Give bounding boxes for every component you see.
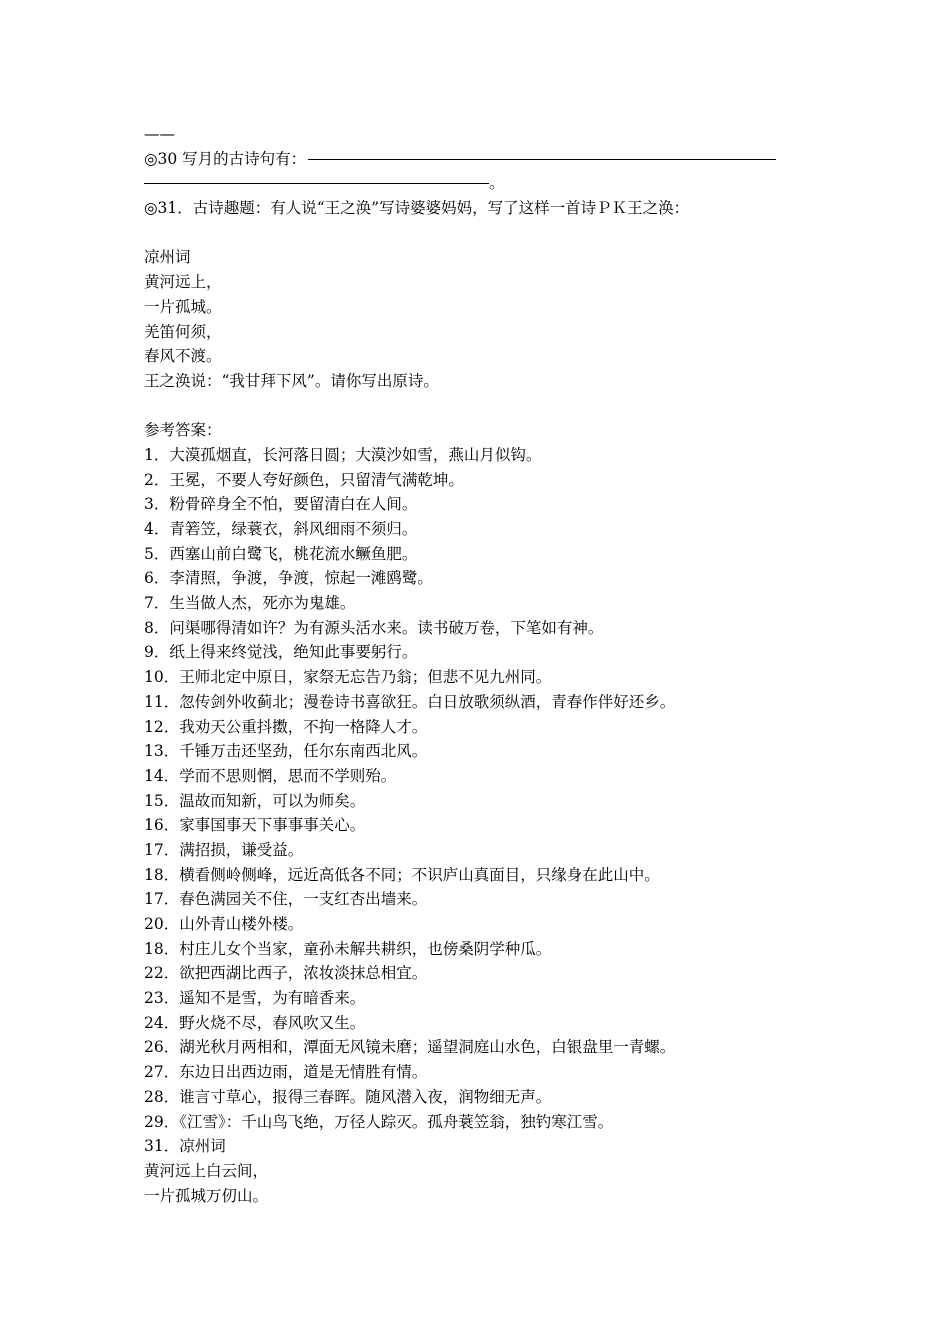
answer-item: 9．纸上得来终觉浅，绝知此事要躬行。 (144, 643, 418, 662)
answer-item: 3．粉骨碎身全不怕，要留清白在人间。 (144, 495, 418, 514)
poem-line: 春风不渡。 (144, 347, 222, 366)
answer-item: 15．温故而知新，可以为师矣。 (144, 791, 366, 810)
answer-item: 11．忽传剑外收蓟北；漫卷诗书喜欲狂。白日放歌须纵酒，青春作伴好还乡。 (144, 692, 676, 711)
poem-title: 凉州词 (144, 248, 191, 267)
poem-line: 羌笛何须， (144, 322, 222, 341)
answer-item: 4．青箬笠，绿蓑衣，斜风细雨不须归。 (144, 520, 418, 538)
answer-item: 2．王冕，不要人夸好颜色，只留清气满乾坤。 (144, 470, 464, 489)
poem-closing: 王之涣说：“我甘拜下风”。请你写出原诗。 (144, 371, 439, 390)
answer-item: 31．凉州词 (144, 1137, 226, 1156)
answer-item: 17．满招损，谦受益。 (144, 840, 304, 859)
answer-item: 20．山外青山楼外楼。 (144, 915, 304, 933)
top-dash: —— (144, 125, 175, 143)
answer-item: 18．村庄儿女个当家，童孙未解共耕织，也傍桑阴学种瓜。 (144, 939, 552, 958)
answer-blank-line (144, 183, 489, 184)
question-30-label: ◎30 写月的古诗句有： (144, 149, 307, 168)
answer-item: 6．李清照，争渡，争渡，惊起一滩鸥鹭。 (144, 569, 433, 588)
answer-item: 1．大漠孤烟直，长河落日圆；大漠沙如雪，燕山月似钩。 (144, 445, 542, 464)
document-body (144, 122, 824, 1208)
question-31-prompt: ◎31．古诗趣题：有人说“王之涣”写诗婆婆妈妈，写了这样一首诗ＰＫ王之涣： (144, 199, 690, 218)
poem-line: 一片孤城。 (144, 297, 222, 316)
answer-item: 黄河远上白云间， (144, 1161, 269, 1180)
answer-item: 12．我劝天公重抖擞，不拘一格降人才。 (144, 717, 428, 736)
answer-item: 17．春色满园关不住，一支红杏出墙来。 (144, 890, 428, 909)
answer-item: 8．问渠哪得清如许？为有源头活水来。读书破万卷，下笔如有神。 (144, 618, 604, 637)
answer-item: 7．生当做人杰，死亦为鬼雄。 (144, 594, 356, 613)
question-30-row (144, 147, 824, 172)
answers-heading: 参考答案： (144, 421, 222, 440)
question-30-end-mark: 。 (489, 174, 505, 193)
answer-item: 26．湖光秋月两相和，潭面无风镜未磨；遥望洞庭山水色，白银盘里一青螺。 (144, 1038, 676, 1057)
answer-item: 29．《江雪》：千山鸟飞绝，万径人踪灭。孤舟蓑笠翁，独钓寒江雪。 (144, 1112, 614, 1131)
answer-item: 27．东边日出西边雨，道是无情胜有情。 (144, 1063, 428, 1082)
answer-item: 一片孤城万仞山。 (144, 1186, 269, 1205)
answer-item: 23．遥知不是雪，为有暗香来。 (144, 989, 366, 1008)
answer-item: 13．千锤万击还坚劲，任尔东南西北风。 (144, 742, 428, 761)
answer-blank-line (308, 159, 776, 160)
poem-line: 黄河远上， (144, 273, 222, 292)
answer-item: 5．西塞山前白鹭飞，桃花流水鳜鱼肥。 (144, 544, 418, 563)
answer-item: 10．王师北定中原日，家祭无忘告乃翁；但悲不见九州同。 (144, 668, 552, 687)
answer-item: 22．欲把西湖比西子，浓妆淡抹总相宜。 (144, 964, 428, 983)
answers-list (144, 443, 824, 1208)
question-30-row-continued (144, 171, 824, 196)
answer-item: 28．谁言寸草心，报得三春晖。随风潜入夜，润物细无声。 (144, 1087, 552, 1106)
answer-item: 14．学而不思则惘，思而不学则殆。 (144, 766, 397, 785)
blank-line (144, 394, 824, 419)
answer-item: 16．家事国事天下事事事关心。 (144, 816, 366, 835)
answer-item: 18．横看侧岭侧峰，远近高低各不同；不识庐山真面目，只缘身在此山中。 (144, 865, 660, 884)
blank-line (144, 221, 824, 246)
answer-item: 24．野火烧不尽，春风吹又生。 (144, 1013, 366, 1032)
